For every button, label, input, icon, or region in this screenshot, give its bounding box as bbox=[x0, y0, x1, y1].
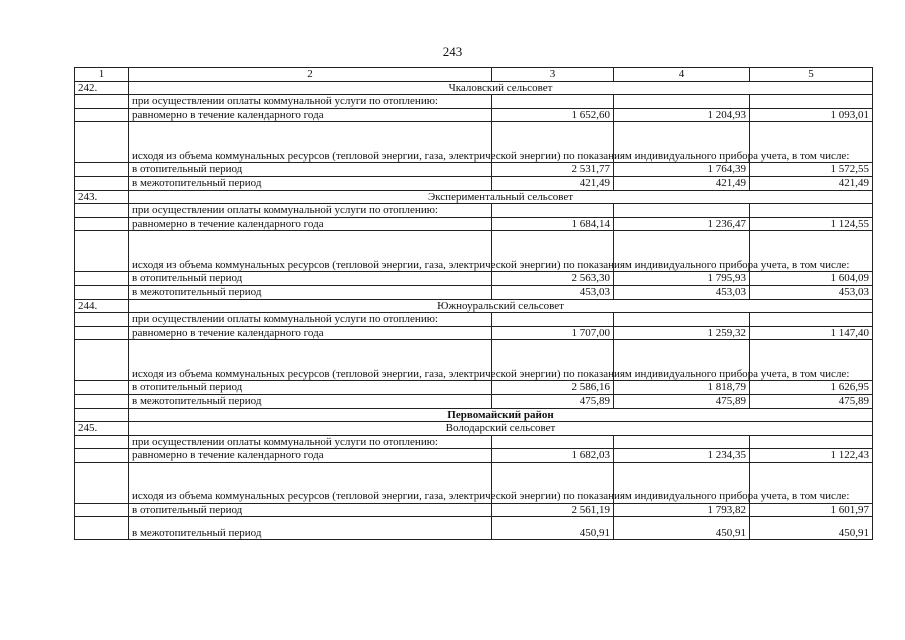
table-row bbox=[75, 340, 873, 381]
value-col-5: 450,91 bbox=[750, 517, 873, 540]
row-description: в межотопительный период bbox=[129, 394, 492, 408]
section-title: Южноуральский сельсовет bbox=[129, 299, 873, 313]
table-row bbox=[75, 95, 873, 109]
row-number: 243. bbox=[75, 190, 129, 204]
table-body bbox=[75, 81, 873, 540]
row-description: равномерно в течение календарного года bbox=[129, 108, 492, 122]
value-col-4 bbox=[614, 313, 750, 327]
row-number bbox=[75, 394, 129, 408]
page-number: 243 bbox=[442, 44, 463, 59]
value-col-3 bbox=[492, 204, 614, 218]
value-col-4: 1 764,39 bbox=[614, 163, 750, 177]
tariff-table bbox=[74, 67, 873, 540]
value-col-4 bbox=[614, 204, 750, 218]
value-col-3: 450,91 bbox=[492, 517, 614, 540]
value-col-4 bbox=[614, 435, 750, 449]
value-col-3 bbox=[492, 95, 614, 109]
row-description: в отопительный период bbox=[129, 503, 492, 517]
header-col-3: 3 bbox=[492, 68, 614, 82]
value-col-5 bbox=[750, 313, 873, 327]
header-col-2: 2 bbox=[129, 68, 492, 82]
value-col-3: 421,49 bbox=[492, 176, 614, 190]
value-col-5: 1 093,01 bbox=[750, 108, 873, 122]
section-row bbox=[75, 299, 873, 313]
value-col-5 bbox=[750, 95, 873, 109]
row-description: при осуществлении оплаты коммунальной услуги по отоплению: bbox=[129, 95, 492, 109]
row-description: исходя из объема коммунальных ресурсов (тепловой энергии, газа, электрической энергии) по показаниям индивидуального прибора учета, в том числе: bbox=[129, 122, 492, 163]
table-row bbox=[75, 394, 873, 408]
value-col-5: 1 601,97 bbox=[750, 503, 873, 517]
row-description: равномерно в течение календарного года bbox=[129, 217, 492, 231]
header-col-4: 4 bbox=[614, 68, 750, 82]
row-number bbox=[75, 231, 129, 272]
value-col-3: 2 531,77 bbox=[492, 163, 614, 177]
value-col-3: 1 707,00 bbox=[492, 326, 614, 340]
row-number bbox=[75, 326, 129, 340]
table-row bbox=[75, 163, 873, 177]
section-title: Володарский сельсовет bbox=[129, 422, 873, 436]
row-description: при осуществлении оплаты коммунальной услуги по отоплению: bbox=[129, 313, 492, 327]
value-col-4: 1 204,93 bbox=[614, 108, 750, 122]
row-description: в межотопительный период bbox=[129, 176, 492, 190]
value-col-3: 475,89 bbox=[492, 394, 614, 408]
row-number bbox=[75, 285, 129, 299]
row-description: в отопительный период bbox=[129, 272, 492, 286]
value-col-5: 1 147,40 bbox=[750, 326, 873, 340]
section-row bbox=[75, 422, 873, 436]
header-col-5: 5 bbox=[750, 68, 873, 82]
value-col-3: 453,03 bbox=[492, 285, 614, 299]
table-row bbox=[75, 108, 873, 122]
value-col-3: 1 684,14 bbox=[492, 217, 614, 231]
value-col-4: 475,89 bbox=[614, 394, 750, 408]
value-col-3 bbox=[492, 435, 614, 449]
value-col-4: 1 795,93 bbox=[614, 272, 750, 286]
row-description: исходя из объема коммунальных ресурсов (тепловой энергии, газа, электрической энергии) по показаниям индивидуального прибора учета, в том числе: bbox=[129, 340, 492, 381]
table-row bbox=[75, 517, 873, 540]
value-col-4: 1 234,35 bbox=[614, 449, 750, 463]
table-row bbox=[75, 204, 873, 218]
table-row bbox=[75, 285, 873, 299]
value-col-5: 1 122,43 bbox=[750, 449, 873, 463]
value-col-5 bbox=[750, 435, 873, 449]
row-description: равномерно в течение календарного года bbox=[129, 326, 492, 340]
value-col-4: 453,03 bbox=[614, 285, 750, 299]
row-number: 244. bbox=[75, 299, 129, 313]
row-number bbox=[75, 95, 129, 109]
row-description: в межотопительный период bbox=[129, 285, 492, 299]
value-col-5: 453,03 bbox=[750, 285, 873, 299]
value-col-4: 1 793,82 bbox=[614, 503, 750, 517]
row-number bbox=[75, 313, 129, 327]
row-description: исходя из объема коммунальных ресурсов (тепловой энергии, газа, электрической энергии) по показаниям индивидуального прибора учета, в том числе: bbox=[129, 231, 492, 272]
row-number: 242. bbox=[75, 81, 129, 95]
row-number bbox=[75, 449, 129, 463]
table-row bbox=[75, 503, 873, 517]
row-number bbox=[75, 108, 129, 122]
value-col-5: 1 124,55 bbox=[750, 217, 873, 231]
district-title: Первомайский район bbox=[129, 408, 873, 422]
value-col-5: 475,89 bbox=[750, 394, 873, 408]
value-col-5 bbox=[750, 204, 873, 218]
value-col-3: 2 586,16 bbox=[492, 381, 614, 395]
table-row bbox=[75, 272, 873, 286]
row-description: исходя из объема коммунальных ресурсов (тепловой энергии, газа, электрической энергии) по показаниям индивидуального прибора учета, в том числе: bbox=[129, 462, 492, 503]
row-number bbox=[75, 462, 129, 503]
header-col-1: 1 bbox=[75, 68, 129, 82]
value-col-5: 421,49 bbox=[750, 176, 873, 190]
value-col-4: 1 259,32 bbox=[614, 326, 750, 340]
value-col-3: 1 652,60 bbox=[492, 108, 614, 122]
row-number bbox=[75, 122, 129, 163]
table-row bbox=[75, 462, 873, 503]
table-row bbox=[75, 217, 873, 231]
table-row bbox=[75, 122, 873, 163]
section-title: Чкаловский сельсовет bbox=[129, 81, 873, 95]
row-number bbox=[75, 408, 129, 422]
value-col-3: 2 563,30 bbox=[492, 272, 614, 286]
row-number bbox=[75, 503, 129, 517]
row-number bbox=[75, 272, 129, 286]
row-description: равномерно в течение календарного года bbox=[129, 449, 492, 463]
district-row bbox=[75, 408, 873, 422]
table-row bbox=[75, 176, 873, 190]
value-col-4 bbox=[614, 95, 750, 109]
value-col-4: 1 236,47 bbox=[614, 217, 750, 231]
table-row bbox=[75, 313, 873, 327]
row-number bbox=[75, 176, 129, 190]
table-row bbox=[75, 231, 873, 272]
table-header-row bbox=[75, 68, 873, 82]
row-description: в отопительный период bbox=[129, 381, 492, 395]
section-row bbox=[75, 81, 873, 95]
row-number bbox=[75, 381, 129, 395]
row-number bbox=[75, 517, 129, 540]
row-description: при осуществлении оплаты коммунальной услуги по отоплению: bbox=[129, 204, 492, 218]
row-number bbox=[75, 435, 129, 449]
row-number bbox=[75, 204, 129, 218]
value-col-3: 1 682,03 bbox=[492, 449, 614, 463]
value-col-3 bbox=[492, 313, 614, 327]
value-col-4: 1 818,79 bbox=[614, 381, 750, 395]
value-col-4: 450,91 bbox=[614, 517, 750, 540]
row-number: 245. bbox=[75, 422, 129, 436]
table-row bbox=[75, 381, 873, 395]
value-col-5: 1 626,95 bbox=[750, 381, 873, 395]
value-col-4: 421,49 bbox=[614, 176, 750, 190]
section-row bbox=[75, 190, 873, 204]
row-description: в отопительный период bbox=[129, 163, 492, 177]
table-row bbox=[75, 449, 873, 463]
table-row bbox=[75, 435, 873, 449]
row-number bbox=[75, 217, 129, 231]
row-number bbox=[75, 163, 129, 177]
section-title: Экспериментальный сельсовет bbox=[129, 190, 873, 204]
value-col-5: 1 572,55 bbox=[750, 163, 873, 177]
row-description: при осуществлении оплаты коммунальной услуги по отоплению: bbox=[129, 435, 492, 449]
value-col-5: 1 604,09 bbox=[750, 272, 873, 286]
value-col-3: 2 561,19 bbox=[492, 503, 614, 517]
table-row bbox=[75, 326, 873, 340]
row-description: в межотопительный период bbox=[129, 517, 492, 540]
row-number bbox=[75, 340, 129, 381]
